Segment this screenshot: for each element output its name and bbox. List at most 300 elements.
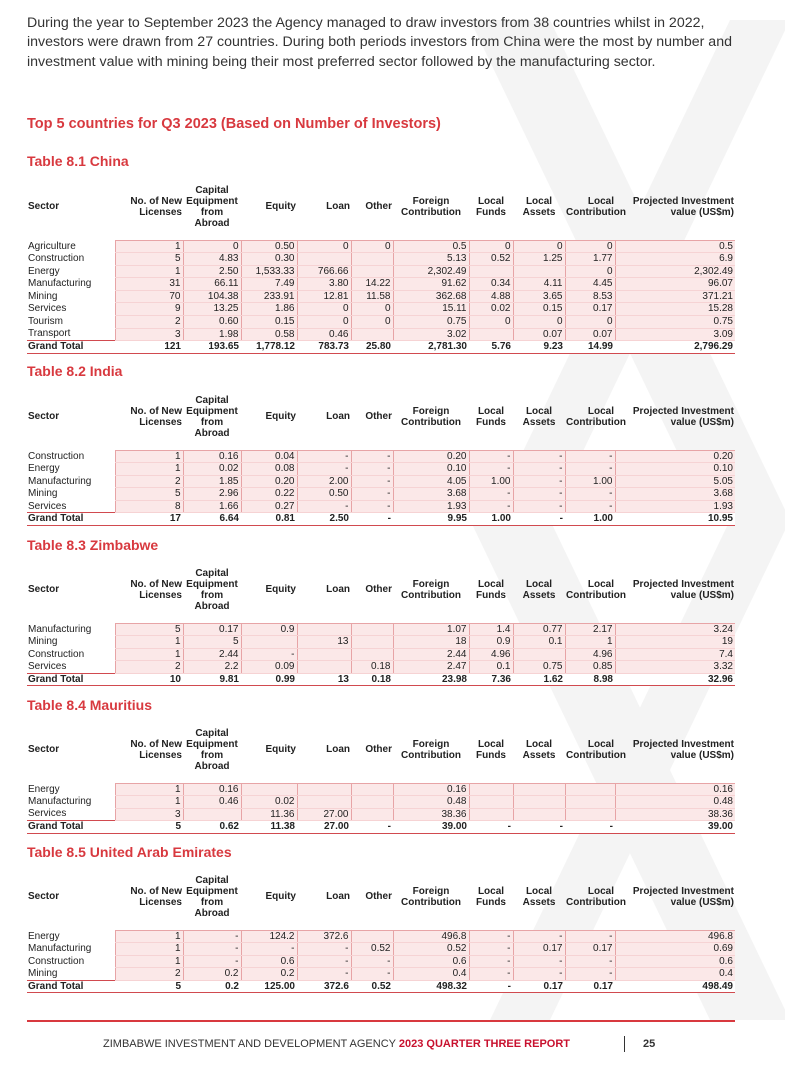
cell-local-contribution: 8.53: [565, 290, 615, 303]
column-header-licenses: No. of New Licenses: [130, 195, 182, 218]
column-header-other: Other: [365, 411, 392, 423]
cell-sector: Manufacturing: [27, 278, 115, 291]
cell-sector: Services: [27, 500, 115, 513]
cell-projected: 0.16: [615, 783, 735, 796]
cell-local-assets: 0: [513, 240, 565, 253]
table-row: [27, 500, 735, 513]
cell-capital: 0.16: [183, 450, 241, 463]
cell-foreign: 0.4: [393, 968, 469, 981]
column-header-capital: Capital Equipment from Abroad: [186, 727, 238, 773]
column-header-loan: Loan: [326, 411, 350, 423]
cell-local-contribution: 0.17: [565, 943, 615, 956]
total-loan: 372.6: [297, 980, 351, 993]
cell-projected: 496.8: [615, 930, 735, 943]
cell-local-contribution: 4.45: [565, 278, 615, 291]
cell-equity: -: [241, 943, 297, 956]
total-capital: 0.2: [183, 980, 241, 993]
cell-projected: 38.36: [615, 808, 735, 821]
cell-sector: Manufacturing: [27, 623, 115, 636]
cell-loan: 0.46: [297, 328, 351, 341]
cell-foreign: 2.47: [393, 661, 469, 674]
cell-foreign: 0.20: [393, 450, 469, 463]
table-row: [27, 943, 735, 956]
cell-projected: 0.75: [615, 316, 735, 329]
table-row: [27, 303, 735, 316]
cell-foreign: 3.02: [393, 328, 469, 341]
column-header-sector: Sector: [28, 744, 60, 756]
cell-capital: 1.98: [183, 328, 241, 341]
cell-local-funds: 0.34: [469, 278, 513, 291]
cell-capital: 0.16: [183, 783, 241, 796]
cell-licenses: 2: [115, 316, 183, 329]
cell-other: -: [351, 488, 393, 501]
column-header-other: Other: [365, 891, 392, 903]
cell-capital: 0.46: [183, 796, 241, 809]
table-title: Table 8.5 United Arab Emirates: [27, 844, 232, 860]
cell-licenses: 1: [115, 636, 183, 649]
cell-local-assets: 0.17: [513, 943, 565, 956]
total-other: 0.52: [351, 980, 393, 993]
cell-other: [351, 253, 393, 266]
cell-local-assets: [513, 796, 565, 809]
cell-sector: Energy: [27, 463, 115, 476]
total-sector: Grand Total: [27, 673, 115, 686]
cell-local-contribution: [565, 808, 615, 821]
cell-loan: 13: [297, 636, 351, 649]
total-equity: 0.99: [241, 673, 297, 686]
cell-local-assets: -: [513, 450, 565, 463]
column-header-loan: Loan: [326, 201, 350, 213]
column-header-loan: Loan: [326, 744, 350, 756]
total-other: -: [351, 821, 393, 834]
column-header-local-contribution: Local Contribution: [566, 578, 626, 601]
total-equity: 11.38: [241, 821, 297, 834]
cell-local-funds: -: [469, 463, 513, 476]
total-capital: 193.65: [183, 341, 241, 354]
cell-local-assets: 0.1: [513, 636, 565, 649]
cell-sector: Energy: [27, 265, 115, 278]
column-header-sector: Sector: [28, 891, 60, 903]
cell-foreign: 0.6: [393, 955, 469, 968]
column-header-licenses: No. of New Licenses: [130, 885, 182, 908]
cell-other: 0.52: [351, 943, 393, 956]
total-licenses: 10: [115, 673, 183, 686]
cell-sector: Construction: [27, 648, 115, 661]
cell-equity: 11.36: [241, 808, 297, 821]
cell-equity: 1.86: [241, 303, 297, 316]
cell-equity: 0.08: [241, 463, 297, 476]
total-equity: 0.81: [241, 513, 297, 526]
intro-paragraph: During the year to September 2023 the Agency managed to draw investors from 38 countries whilst in 2022, investors were drawn from 27 countries. During both periods investors from China were the most by number and investment value with mining being their most preferred sector followed by the manufacturing sector.: [27, 15, 732, 70]
cell-licenses: 31: [115, 278, 183, 291]
table-row: [27, 783, 735, 796]
cell-licenses: 2: [115, 475, 183, 488]
data-table: [27, 721, 735, 834]
total-local-funds: -: [469, 821, 513, 834]
cell-equity: 0.22: [241, 488, 297, 501]
cell-capital: 0.60: [183, 316, 241, 329]
cell-equity: 0.2: [241, 968, 297, 981]
cell-loan: [297, 253, 351, 266]
cell-foreign: 0.48: [393, 796, 469, 809]
column-header-other: Other: [365, 744, 392, 756]
total-local-assets: -: [513, 513, 565, 526]
cell-other: [351, 808, 393, 821]
cell-equity: 0.15: [241, 316, 297, 329]
cell-equity: 0.02: [241, 796, 297, 809]
cell-local-contribution: -: [565, 930, 615, 943]
table-row: [27, 648, 735, 661]
total-sector: Grand Total: [27, 821, 115, 834]
table-title: Table 8.4 Mauritius: [27, 697, 152, 713]
column-header-local-funds: Local Funds: [476, 578, 506, 601]
table-row: [27, 253, 735, 266]
cell-local-funds: 0.52: [469, 253, 513, 266]
cell-licenses: 2: [115, 661, 183, 674]
cell-local-assets: 3.65: [513, 290, 565, 303]
cell-other: [351, 796, 393, 809]
column-header-foreign: Foreign Contribution: [401, 405, 461, 428]
cell-sector: Manufacturing: [27, 796, 115, 809]
column-header-capital: Capital Equipment from Abroad: [186, 567, 238, 613]
cell-equity: -: [241, 648, 297, 661]
cell-equity: 0.30: [241, 253, 297, 266]
cell-other: [351, 783, 393, 796]
total-loan: 783.73: [297, 341, 351, 354]
column-header-projected: Projected Investment value (US$m): [632, 195, 734, 218]
cell-licenses: 1: [115, 240, 183, 253]
table-title: Table 8.3 Zimbabwe: [27, 537, 159, 553]
cell-loan: 2.00: [297, 475, 351, 488]
cell-projected: 0.4: [615, 968, 735, 981]
table-row: [27, 463, 735, 476]
cell-loan: [297, 661, 351, 674]
column-header-local-assets: Local Assets: [522, 405, 556, 428]
cell-equity: 0.27: [241, 500, 297, 513]
column-header-foreign: Foreign Contribution: [401, 738, 461, 761]
total-sector: Grand Total: [27, 341, 115, 354]
cell-capital: 1.66: [183, 500, 241, 513]
cell-other: [351, 636, 393, 649]
total-local-funds: 5.76: [469, 341, 513, 354]
cell-sector: Transport: [27, 328, 115, 341]
cell-equity: 0.04: [241, 450, 297, 463]
cell-capital: 0.02: [183, 463, 241, 476]
cell-capital: 5: [183, 636, 241, 649]
cell-projected: 0.48: [615, 796, 735, 809]
cell-foreign: 0.10: [393, 463, 469, 476]
cell-loan: [297, 648, 351, 661]
column-header-local-assets: Local Assets: [522, 195, 556, 218]
cell-local-assets: 1.25: [513, 253, 565, 266]
footer-agency-name: ZIMBABWE INVESTMENT AND DEVELOPMENT AGENCY: [103, 1038, 396, 1050]
cell-local-funds: -: [469, 500, 513, 513]
cell-local-contribution: 0: [565, 265, 615, 278]
column-header-local-assets: Local Assets: [522, 885, 556, 908]
total-projected: 2,796.29: [615, 341, 735, 354]
cell-local-contribution: -: [565, 488, 615, 501]
cell-local-funds: 0.02: [469, 303, 513, 316]
cell-projected: 0.10: [615, 463, 735, 476]
cell-loan: [297, 796, 351, 809]
cell-licenses: 5: [115, 253, 183, 266]
cell-projected: 3.24: [615, 623, 735, 636]
total-local-contribution: -: [565, 821, 615, 834]
cell-licenses: 70: [115, 290, 183, 303]
total-capital: 0.62: [183, 821, 241, 834]
total-local-assets: 0.17: [513, 980, 565, 993]
total-local-funds: 1.00: [469, 513, 513, 526]
cell-licenses: 1: [115, 796, 183, 809]
cell-loan: 766.66: [297, 265, 351, 278]
cell-loan: 0: [297, 240, 351, 253]
cell-foreign: 0.16: [393, 783, 469, 796]
cell-sector: Energy: [27, 930, 115, 943]
cell-foreign: 5.13: [393, 253, 469, 266]
cell-capital: 2.96: [183, 488, 241, 501]
column-header-local-funds: Local Funds: [476, 195, 506, 218]
table-row: [27, 808, 735, 821]
cell-equity: [241, 783, 297, 796]
cell-local-assets: 4.11: [513, 278, 565, 291]
cell-projected: 0.69: [615, 943, 735, 956]
total-local-assets: 9.23: [513, 341, 565, 354]
cell-loan: 0: [297, 303, 351, 316]
cell-other: 0: [351, 240, 393, 253]
total-sector: Grand Total: [27, 980, 115, 993]
cell-equity: 124.2: [241, 930, 297, 943]
total-local-contribution: 0.17: [565, 980, 615, 993]
table-row: [27, 278, 735, 291]
cell-sector: Services: [27, 303, 115, 316]
total-foreign: 39.00: [393, 821, 469, 834]
cell-projected: 6.9: [615, 253, 735, 266]
total-foreign: 498.32: [393, 980, 469, 993]
cell-projected: 1.93: [615, 500, 735, 513]
cell-local-assets: 0.15: [513, 303, 565, 316]
cell-projected: 3.09: [615, 328, 735, 341]
cell-local-funds: 4.88: [469, 290, 513, 303]
cell-loan: -: [297, 463, 351, 476]
cell-equity: [241, 636, 297, 649]
grand-total-row: [27, 341, 735, 354]
table-row: [27, 240, 735, 253]
column-header-capital: Capital Equipment from Abroad: [186, 394, 238, 440]
cell-projected: 0.6: [615, 955, 735, 968]
cell-other: 11.58: [351, 290, 393, 303]
cell-local-contribution: 0: [565, 316, 615, 329]
cell-licenses: 3: [115, 808, 183, 821]
cell-local-funds: [469, 808, 513, 821]
column-header-equity: Equity: [265, 201, 296, 213]
column-header-projected: Projected Investment value (US$m): [632, 578, 734, 601]
cell-licenses: 5: [115, 623, 183, 636]
cell-capital: 2.44: [183, 648, 241, 661]
cell-local-contribution: [565, 783, 615, 796]
cell-foreign: 2.44: [393, 648, 469, 661]
cell-foreign: 4.05: [393, 475, 469, 488]
cell-local-contribution: 1.00: [565, 475, 615, 488]
column-header-local-assets: Local Assets: [522, 738, 556, 761]
total-licenses: 5: [115, 980, 183, 993]
cell-projected: 0.5: [615, 240, 735, 253]
table-row: [27, 290, 735, 303]
total-licenses: 17: [115, 513, 183, 526]
table-title: Table 8.2 India: [27, 363, 123, 379]
column-header-licenses: No. of New Licenses: [130, 738, 182, 761]
cell-licenses: 3: [115, 328, 183, 341]
cell-local-assets: [513, 808, 565, 821]
cell-sector: Construction: [27, 450, 115, 463]
cell-foreign: 3.68: [393, 488, 469, 501]
cell-capital: 104.38: [183, 290, 241, 303]
cell-loan: -: [297, 450, 351, 463]
cell-local-contribution: [565, 796, 615, 809]
cell-sector: Services: [27, 808, 115, 821]
cell-equity: 0.6: [241, 955, 297, 968]
cell-local-assets: [513, 265, 565, 278]
cell-equity: 0.20: [241, 475, 297, 488]
total-capital: 9.81: [183, 673, 241, 686]
grand-total-row: [27, 821, 735, 834]
cell-other: [351, 328, 393, 341]
cell-local-contribution: 0.17: [565, 303, 615, 316]
cell-other: 0: [351, 316, 393, 329]
cell-equity: 0.58: [241, 328, 297, 341]
cell-local-contribution: -: [565, 500, 615, 513]
cell-other: -: [351, 475, 393, 488]
total-local-funds: -: [469, 980, 513, 993]
cell-sector: Services: [27, 661, 115, 674]
column-header-foreign: Foreign Contribution: [401, 195, 461, 218]
cell-capital: 4.83: [183, 253, 241, 266]
cell-capital: 2.2: [183, 661, 241, 674]
cell-sector: Mining: [27, 290, 115, 303]
cell-licenses: 2: [115, 968, 183, 981]
cell-sector: Mining: [27, 968, 115, 981]
cell-loan: [297, 623, 351, 636]
table-row: [27, 328, 735, 341]
column-header-local-contribution: Local Contribution: [566, 195, 626, 218]
cell-local-contribution: 2.17: [565, 623, 615, 636]
total-projected: 10.95: [615, 513, 735, 526]
cell-capital: 2.50: [183, 265, 241, 278]
cell-foreign: 362.68: [393, 290, 469, 303]
cell-equity: 1,533.33: [241, 265, 297, 278]
column-header-sector: Sector: [28, 411, 60, 423]
grand-total-row: [27, 513, 735, 526]
cell-sector: Manufacturing: [27, 475, 115, 488]
table-row: [27, 930, 735, 943]
cell-other: -: [351, 955, 393, 968]
cell-local-contribution: -: [565, 968, 615, 981]
cell-local-contribution: 0.07: [565, 328, 615, 341]
cell-other: 0: [351, 303, 393, 316]
column-header-local-funds: Local Funds: [476, 405, 506, 428]
cell-other: [351, 930, 393, 943]
cell-local-contribution: 1: [565, 636, 615, 649]
cell-local-funds: 0.1: [469, 661, 513, 674]
cell-local-funds: 0.9: [469, 636, 513, 649]
cell-foreign: 496.8: [393, 930, 469, 943]
table-row: [27, 265, 735, 278]
cell-loan: 0: [297, 316, 351, 329]
column-header-sector: Sector: [28, 201, 60, 213]
cell-loan: -: [297, 955, 351, 968]
total-capital: 6.64: [183, 513, 241, 526]
cell-capital: 1.85: [183, 475, 241, 488]
cell-licenses: 1: [115, 265, 183, 278]
cell-equity: 0.09: [241, 661, 297, 674]
cell-loan: -: [297, 968, 351, 981]
cell-licenses: 1: [115, 783, 183, 796]
cell-capital: -: [183, 930, 241, 943]
cell-local-assets: -: [513, 475, 565, 488]
total-sector: Grand Total: [27, 513, 115, 526]
cell-capital: -: [183, 943, 241, 956]
data-table: [27, 868, 735, 993]
cell-other: -: [351, 450, 393, 463]
cell-loan: 12.81: [297, 290, 351, 303]
cell-loan: [297, 783, 351, 796]
cell-local-funds: 0: [469, 316, 513, 329]
cell-capital: 0: [183, 240, 241, 253]
cell-foreign: 1.93: [393, 500, 469, 513]
cell-licenses: 1: [115, 955, 183, 968]
cell-foreign: 15.11: [393, 303, 469, 316]
total-loan: 2.50: [297, 513, 351, 526]
total-other: 0.18: [351, 673, 393, 686]
footer-separator: [624, 1036, 625, 1052]
grand-total-row: [27, 673, 735, 686]
cell-other: 0.18: [351, 661, 393, 674]
cell-local-assets: -: [513, 955, 565, 968]
column-header-equity: Equity: [265, 891, 296, 903]
table-row: [27, 623, 735, 636]
cell-local-contribution: 4.96: [565, 648, 615, 661]
total-local-contribution: 8.98: [565, 673, 615, 686]
cell-foreign: 1.07: [393, 623, 469, 636]
column-header-other: Other: [365, 201, 392, 213]
column-header-foreign: Foreign Contribution: [401, 578, 461, 601]
cell-foreign: 0.75: [393, 316, 469, 329]
table-row: [27, 636, 735, 649]
column-header-projected: Projected Investment value (US$m): [632, 738, 734, 761]
cell-foreign: 0.5: [393, 240, 469, 253]
cell-local-assets: 0: [513, 316, 565, 329]
cell-projected: 5.05: [615, 475, 735, 488]
column-header-local-funds: Local Funds: [476, 885, 506, 908]
grand-total-row: [27, 980, 735, 993]
column-header-equity: Equity: [265, 411, 296, 423]
column-header-equity: Equity: [265, 584, 296, 596]
cell-projected: 3.32: [615, 661, 735, 674]
cell-local-funds: 4.96: [469, 648, 513, 661]
column-header-capital: Capital Equipment from Abroad: [186, 874, 238, 920]
cell-local-assets: 0.07: [513, 328, 565, 341]
cell-licenses: 1: [115, 463, 183, 476]
column-header-loan: Loan: [326, 891, 350, 903]
cell-capital: 0.17: [183, 623, 241, 636]
cell-local-assets: [513, 783, 565, 796]
footer-agency: [103, 1038, 570, 1050]
column-header-sector: Sector: [28, 584, 60, 596]
cell-loan: 372.6: [297, 930, 351, 943]
total-local-assets: -: [513, 821, 565, 834]
column-header-equity: Equity: [265, 744, 296, 756]
cell-licenses: 8: [115, 500, 183, 513]
cell-local-assets: 0.77: [513, 623, 565, 636]
